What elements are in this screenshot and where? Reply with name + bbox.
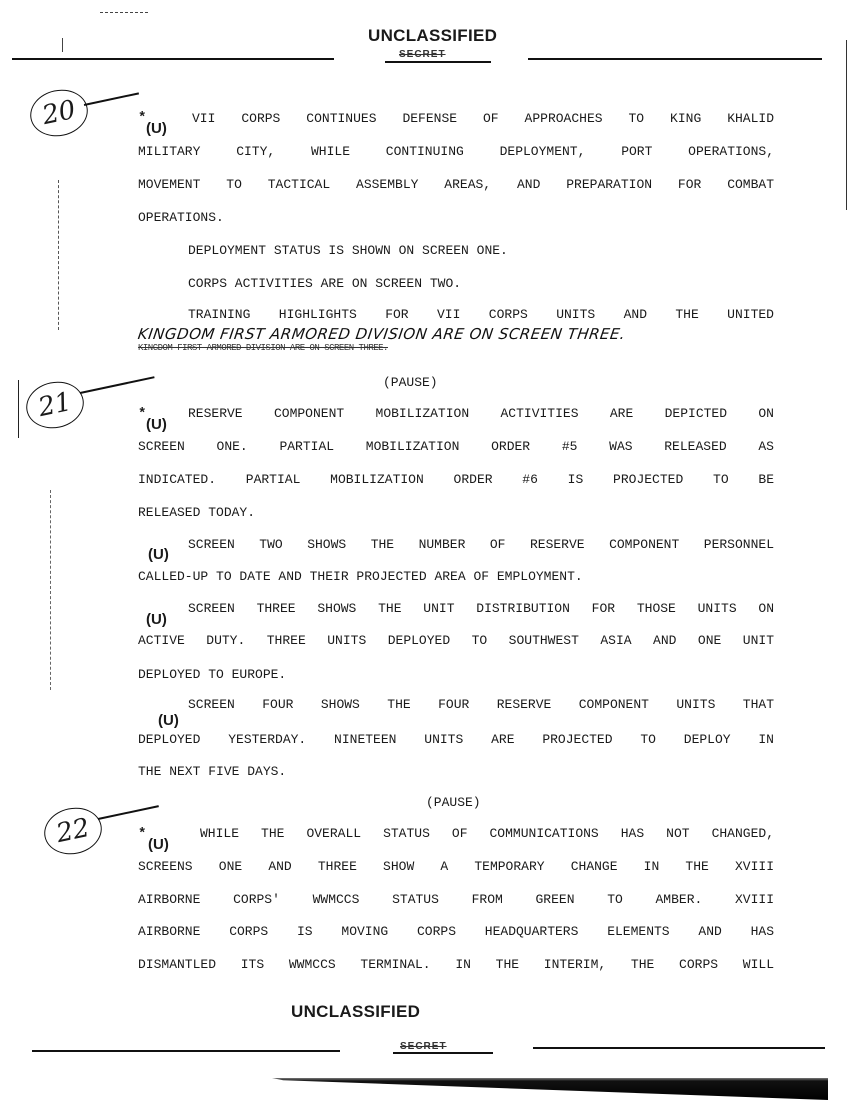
pause-2: (PAUSE) — [426, 795, 481, 810]
portion-mark-u: (U) — [146, 611, 167, 628]
section21-line-3: INDICATED. PARTIAL MOBILIZATION ORDER #6 IS PROJECTED TO BE — [138, 472, 774, 487]
section21-line-11: DEPLOYED YESTERDAY. NINETEEN UNITS ARE PROJECTED TO DEPLOY IN — [138, 732, 774, 747]
header-struck-marking: SECRET — [399, 49, 446, 60]
section21-line-5: SCREEN TWO SHOWS THE NUMBER OF RESERVE COMPONENT PERSONNEL — [188, 537, 774, 552]
section21-line-12: THE NEXT FIVE DAYS. — [138, 764, 287, 779]
margin-number-20-tail — [84, 92, 139, 105]
top-dash-mark — [100, 12, 148, 13]
section20-line-1: VII CORPS CONTINUES DEFENSE OF APPROACHES TO KING KHALID — [192, 111, 774, 126]
section21-line-10: SCREEN FOUR SHOWS THE FOUR RESERVE COMPONENT UNITS THAT — [188, 697, 774, 712]
section22-line-3: AIRBORNE CORPS' WWMCCS STATUS FROM GREEN TO AMBER. XVIII — [138, 892, 774, 907]
portion-mark-u: (U) — [158, 712, 179, 729]
header-rule-left — [12, 58, 334, 60]
footer-rule-center — [393, 1052, 493, 1054]
footer-struck-marking: SECRET — [400, 1041, 447, 1052]
struck-typed-line: KINGDOM FIRST ARMORED DIVISION ARE ON SCREEN THREE. — [138, 343, 388, 353]
section20-line-3: MOVEMENT TO TACTICAL ASSEMBLY AREAS, AND PREPARATION FOR COMBAT — [138, 177, 774, 192]
portion-mark-u: (U) — [148, 836, 169, 853]
portion-mark-u: (U) — [146, 416, 167, 433]
section21-line-6: CALLED-UP TO DATE AND THEIR PROJECTED AREA OF EMPLOYMENT. — [138, 569, 583, 584]
right-edge-line — [846, 40, 847, 210]
bottom-scan-bar — [272, 1078, 828, 1100]
header-rule-center — [385, 61, 491, 63]
section20-line-5: DEPLOYMENT STATUS IS SHOWN ON SCREEN ONE. — [188, 243, 508, 258]
margin-number-21-tail — [80, 376, 155, 393]
section20-line-7: TRAINING HIGHLIGHTS FOR VII CORPS UNITS AND THE UNITED — [188, 307, 774, 322]
section21-line-7: SCREEN THREE SHOWS THE UNIT DISTRIBUTION FOR THOSE UNITS ON — [188, 601, 774, 616]
section21-line-9: DEPLOYED TO EUROPE. — [138, 667, 287, 682]
margin-number-22-tail — [98, 805, 159, 819]
section-star: * — [138, 110, 147, 126]
section21-line-4: RELEASED TODAY. — [138, 505, 256, 520]
section21-line-2: SCREEN ONE. PARTIAL MOBILIZATION ORDER #5 WAS RELEASED AS — [138, 439, 774, 454]
section20-line-4: OPERATIONS. — [138, 210, 224, 225]
footer-classification: UNCLASSIFIED — [291, 1002, 421, 1021]
footer-rule-left — [32, 1050, 340, 1052]
margin-dash — [58, 180, 60, 330]
portion-mark-u: (U) — [146, 120, 167, 137]
header-classification: UNCLASSIFIED — [368, 26, 498, 45]
header-rule-right — [528, 58, 822, 60]
section20-line-6: CORPS ACTIVITIES ARE ON SCREEN TWO. — [188, 276, 462, 291]
section-star: * — [138, 826, 147, 842]
section-star: * — [138, 406, 147, 422]
margin-number-21: 21 — [22, 376, 88, 433]
section21-line-8: ACTIVE DUTY. THREE UNITS DEPLOYED TO SOUTHWEST ASIA AND ONE UNIT — [138, 633, 774, 648]
section20-line-2: MILITARY CITY, WHILE CONTINUING DEPLOYMENT, PORT OPERATIONS, — [138, 144, 774, 159]
section22-line-1: WHILE THE OVERALL STATUS OF COMMUNICATIONS HAS NOT CHANGED, — [200, 826, 774, 841]
section22-line-4: AIRBORNE CORPS IS MOVING CORPS HEADQUARTERS ELEMENTS AND HAS — [138, 924, 774, 939]
section22-line-2: SCREENS ONE AND THREE SHOW A TEMPORARY CHANGE IN THE XVIII — [138, 859, 774, 874]
margin-bar — [18, 380, 19, 438]
top-left-tick — [62, 38, 63, 52]
portion-mark-u: (U) — [148, 546, 169, 563]
margin-number-20: 20 — [26, 84, 92, 141]
section22-line-5: DISMANTLED ITS WWMCCS TERMINAL. IN THE INTERIM, THE CORPS WILL — [138, 957, 774, 972]
handwritten-correction: KINGDOM FIRST ARMORED DIVISION ARE ON SCREEN THREE. — [136, 325, 627, 343]
pause-1: (PAUSE) — [383, 375, 438, 390]
margin-dash-2 — [50, 490, 52, 690]
footer-rule-right — [533, 1047, 825, 1049]
margin-number-22: 22 — [40, 802, 106, 859]
section21-line-1: RESERVE COMPONENT MOBILIZATION ACTIVITIES ARE DEPICTED ON — [188, 406, 774, 421]
